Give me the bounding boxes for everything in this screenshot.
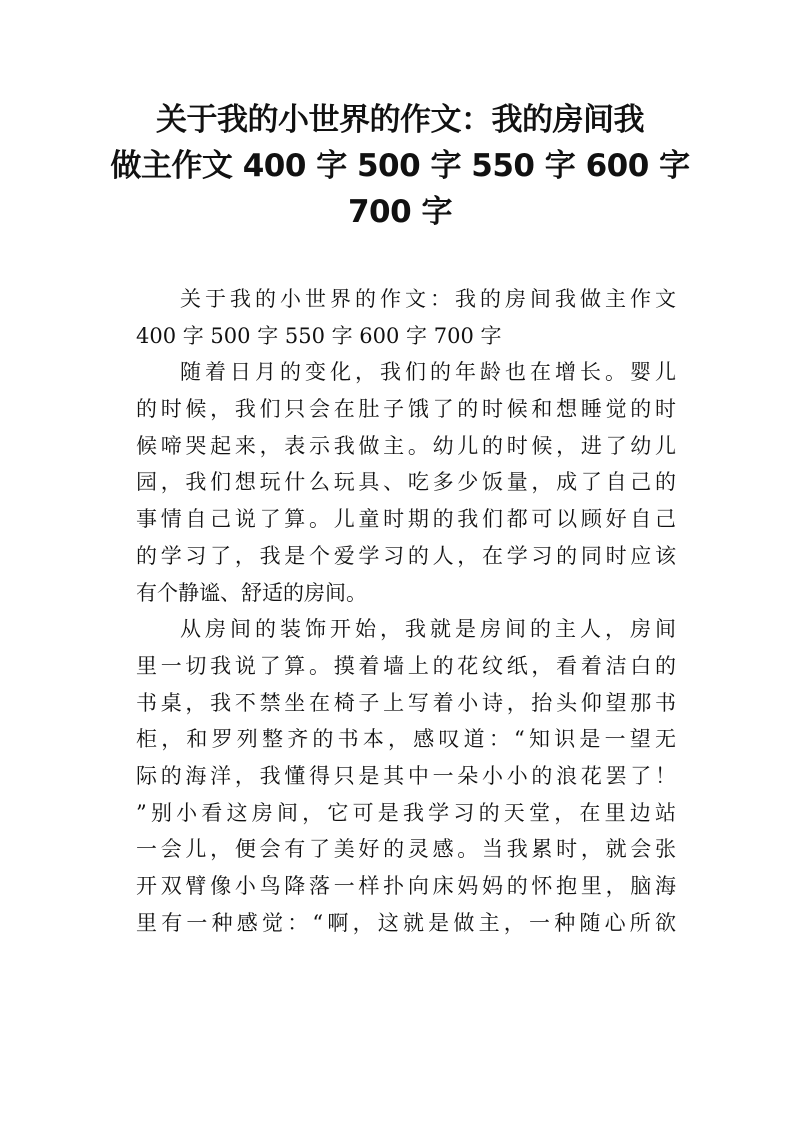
- body-line: 柜，和罗列整齐的书本，感叹道：“知识是一望无: [136, 727, 676, 752]
- body-line: 的学习了，我是个爱学习的人，在学习的同时应该: [136, 543, 676, 568]
- body-line: 里有一种感觉：“啊，这就是做主，一种随心所欲: [136, 910, 676, 935]
- body-line: ”别小看这房间，它可是我学习的天堂，在里边站: [136, 800, 676, 825]
- body-line: 园，我们想玩什么玩具、吃多少饭量，成了自己的: [136, 470, 676, 495]
- body-line: 400 字 500 字 550 字 600 字 700 字: [136, 323, 502, 348]
- body-line: 关于我的小世界的作文：我的房间我做主作文: [180, 287, 676, 311]
- document-body: [136, 281, 676, 941]
- body-line: 从房间的装饰开始，我就是房间的主人，房间: [180, 617, 676, 642]
- title-line: 关于我的小世界的作文：我的房间我: [156, 102, 644, 138]
- body-line: 事情自己说了算。儿童时期的我们都可以顾好自己: [136, 507, 676, 532]
- body-line: 际的海洋，我懂得只是其中一朵小小的浪花罢了！: [136, 763, 676, 788]
- document-title: [110, 97, 690, 235]
- body-line: 开双臂像小鸟降落一样扑向床妈妈的怀抱里，脑海: [136, 874, 676, 898]
- body-line: 有个静谧、舒适的房间。: [136, 580, 367, 605]
- title-line: 700 字: [347, 194, 452, 230]
- body-line: 候啼哭起来，表示我做主。幼儿的时候，进了幼儿: [136, 433, 676, 458]
- body-line: 的时候，我们只会在肚子饿了的时候和想睡觉的时: [136, 397, 676, 422]
- body-line: 一会儿，便会有了美好的灵感。当我累时，就会张: [136, 837, 676, 862]
- body-line: 随着日月的变化，我们的年龄也在增长。婴儿: [180, 360, 676, 385]
- title-line: 做主作文 400 字 500 字 550 字 600 字: [110, 148, 690, 184]
- body-line: 书桌，我不禁坐在椅子上写着小诗，抬头仰望那书: [136, 690, 676, 715]
- body-line: 里一切我说了算。摸着墙上的花纹纸，看着洁白的: [136, 653, 676, 678]
